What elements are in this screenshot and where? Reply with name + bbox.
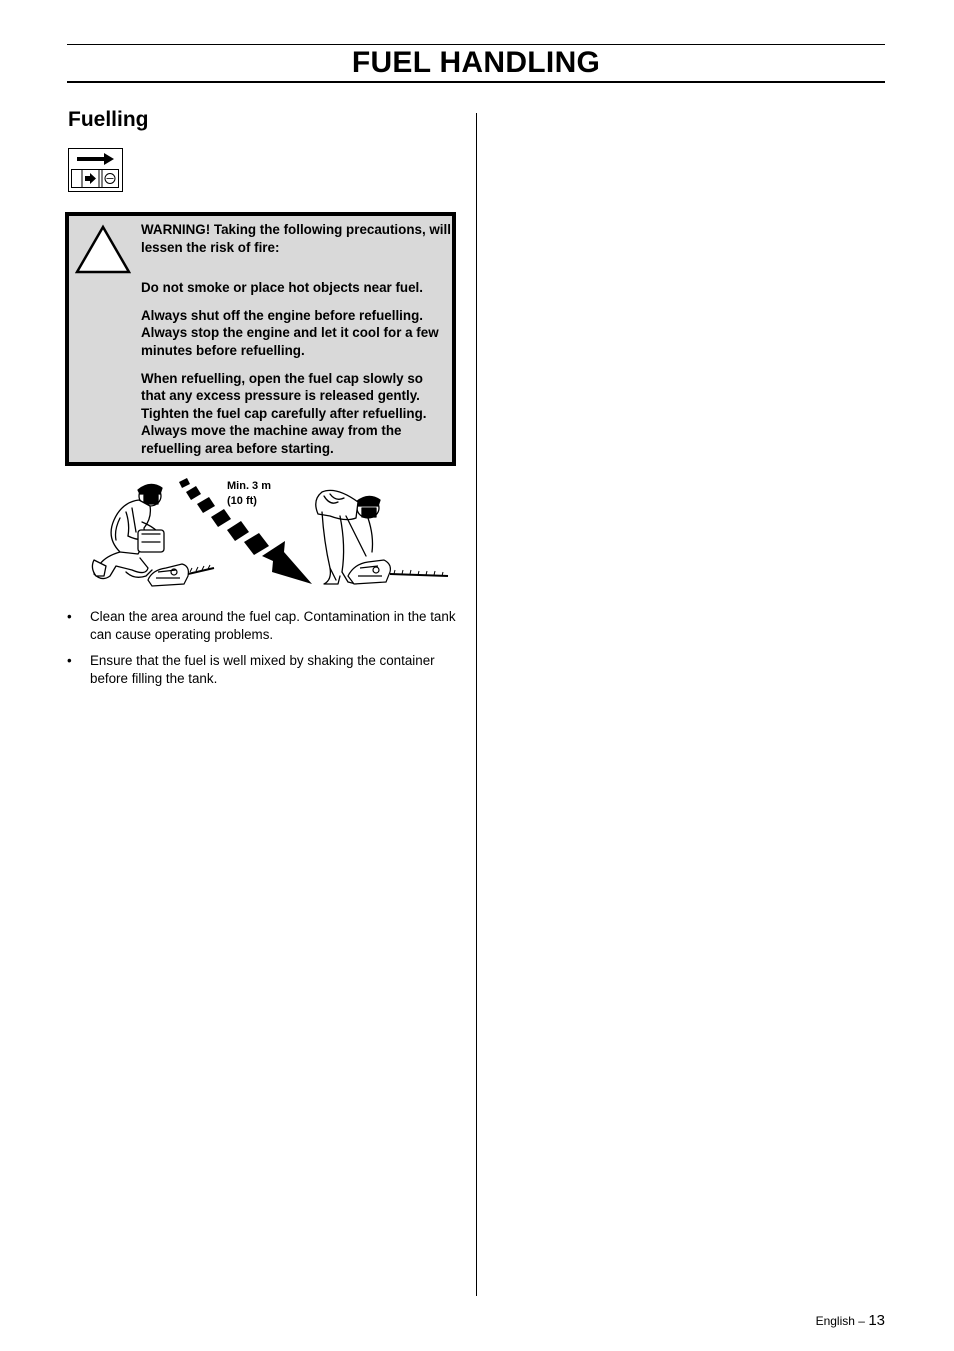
warning-box	[65, 212, 456, 466]
list-item	[67, 608, 459, 643]
footer-language: English	[815, 1314, 855, 1328]
hedge-trimmer-right	[348, 560, 448, 584]
warning-triangle-icon	[75, 224, 131, 274]
distance-label-metric: Min. 3 m	[227, 480, 272, 492]
list-item-text: Clean the area around the fuel cap. Contamination in the tank can cause operating problems.	[90, 609, 456, 642]
bullet-marker: •	[67, 653, 72, 669]
footer-separator: –	[858, 1314, 865, 1328]
page-title: FUEL HANDLING	[351, 46, 601, 79]
instruction-list	[67, 608, 459, 696]
warning-heading: WARNING! Taking the following precautions, will lessen the risk of fire:	[141, 222, 451, 255]
refuel-symbol-icon	[68, 148, 123, 192]
warning-paragraph: Always shut off the engine before refuelling. Always stop the engine and let it cool for a few minutes before refuelling.	[141, 307, 439, 358]
page-number: 13	[868, 1312, 885, 1329]
page-footer	[816, 1311, 885, 1331]
warning-paragraph: Do not smoke or place hot objects near fuel.	[141, 280, 424, 296]
list-item	[67, 652, 459, 687]
header-rule-bottom	[67, 81, 885, 83]
bullet-marker: •	[67, 609, 72, 624]
section-title: Fuelling	[68, 108, 149, 131]
warning-text	[141, 221, 451, 468]
distance-label-imperial: (10 ft)	[227, 495, 257, 507]
hedge-trimmer-left	[148, 564, 214, 586]
column-divider	[476, 113, 477, 1296]
warning-paragraph: When refuelling, open the fuel cap slowly so that any excess pressure is released gently. Tighten the fuel cap carefully after refuelling. Always move the machine away from the refuelling area before starting.	[141, 370, 427, 456]
distance-label	[227, 479, 271, 509]
list-item-text: Ensure that the fuel is well mixed by shaking the container before filling the tank.	[90, 653, 435, 686]
kneeling-operator-figure	[92, 484, 164, 578]
